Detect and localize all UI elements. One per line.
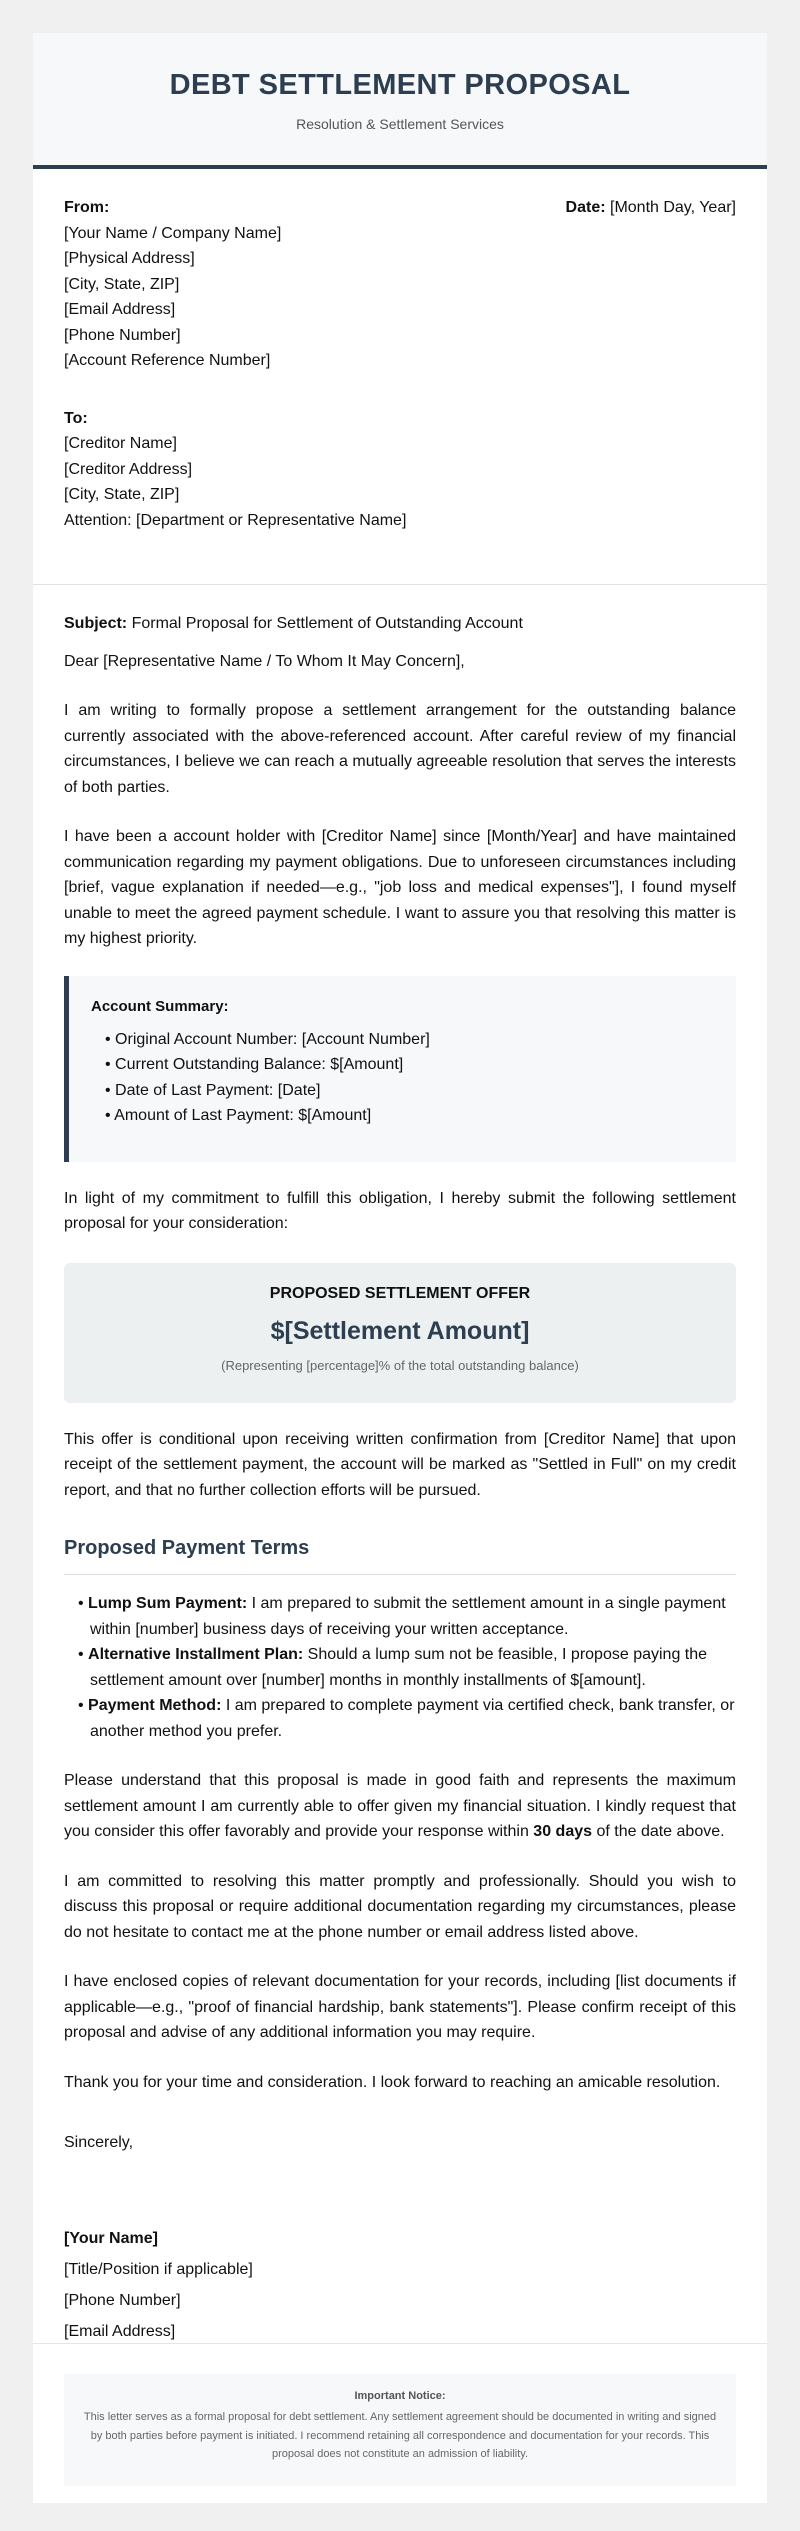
document-subtitle: Resolution & Settlement Services <box>296 116 504 132</box>
account-summary-list <box>91 1027 716 1129</box>
date-value: [Month Day, Year] <box>605 199 736 216</box>
paragraph-conditions: This offer is conditional upon receiving written confirmation from [Creditor Name] that upon receipt of the settlement payment, the account will be marked as "Settled in Full" on my credit report, and that no further collection efforts will be pursued. <box>64 1430 736 1499</box>
subject-text: Formal Proposal for Settlement of Outstanding Account <box>127 615 523 632</box>
account-summary-title: Account Summary: <box>91 997 229 1015</box>
date-label: Date: <box>565 199 606 216</box>
subject-label: Subject: <box>64 615 128 632</box>
recipient-block <box>64 406 736 534</box>
summary-item: • Date of Last Payment: [Date] <box>105 1078 716 1104</box>
creditor-address: [Creditor Address] <box>64 460 193 478</box>
notice-text: This letter serves as a formal proposal for debt settlement. Any settlement agreement should be documented in writing and signed by both parties before payment is initiated. I recommend retaining all correspondence and documentation for your records. This proposal does not constitute an admission of liability. <box>83 2411 717 2460</box>
creditor-attention: Attention: [Department or Representative Name] <box>64 511 407 529</box>
signature-block <box>64 2223 736 2347</box>
sender-block <box>64 195 736 374</box>
term-label: Alternative Installment Plan: <box>88 1646 304 1663</box>
sender-address: [Physical Address] <box>64 250 195 267</box>
summary-item: • Amount of Last Payment: $[Amount] <box>105 1103 716 1129</box>
term-label: Lump Sum Payment: <box>88 1595 248 1612</box>
settlement-offer-box <box>64 1263 736 1403</box>
term-text: Should a lump sum not be feasible, I propose paying the settlement amount over [number] months in monthly installments of $[amount]. <box>90 1646 708 1689</box>
signature-email: [Email Address] <box>64 2323 176 2340</box>
paragraph-good-faith <box>64 1768 736 1845</box>
good-faith-text-end: of the date above. <box>592 1823 725 1840</box>
payment-term-item <box>78 1642 736 1693</box>
letter-header <box>33 33 767 169</box>
account-summary-box <box>64 976 736 1162</box>
closing: Sincerely, <box>64 2134 134 2151</box>
document-title: DEBT SETTLEMENT PROPOSAL <box>169 69 631 101</box>
paragraph-thanks: Thank you for your time and consideration. I look forward to reaching an amicable resolution. <box>64 2073 721 2091</box>
signature-name: [Your Name] <box>64 2230 158 2247</box>
creditor-name: [Creditor Name] <box>64 435 177 452</box>
sender-account-ref: [Account Reference Number] <box>64 352 271 369</box>
good-faith-text: Please understand that this proposal is made in good faith and represents the maximum settlement amount I am currently able to offer given my financial situation. I kindly request that you consider this offer favorably and provide your response within <box>64 1772 736 1840</box>
salutation: Dear [Representative Name / To Whom It May Concern], <box>64 653 465 670</box>
signature-title: [Title/Position if applicable] <box>64 2261 253 2278</box>
paragraph-background: I have been a account holder with [Creditor Name] since [Month/Year] and have maintained communication regarding my payment obligations. Due to unforeseen circumstances including [brief, vague explanation if needed—e.g., "job loss and medical expenses"], I found myself unable to meet the agreed payment schedule. I want to assure you that resolving this matter is my highest priority. <box>64 828 736 947</box>
payment-terms-list <box>64 1591 736 1744</box>
signature-phone: [Phone Number] <box>64 2292 181 2309</box>
sender-city: [City, State, ZIP] <box>64 275 180 293</box>
response-deadline: 30 days <box>533 1823 593 1840</box>
letter-body <box>33 585 767 2347</box>
term-text: I am prepared to submit the settlement amount in a single payment within [number] business days of receiving your written acceptance. <box>90 1595 726 1638</box>
subject-line <box>64 612 736 636</box>
paragraph-commitment: In light of my commitment to fulfill this obligation, I hereby submit the following settlement proposal for your consideration: <box>64 1189 736 1232</box>
notice-title: Important Notice: <box>354 2390 446 2402</box>
paragraph-contact: I am committed to resolving this matter promptly and professionally. Should you wish to discuss this proposal or require additional documentation regarding my circumstances, please do not hesitate to contact me at the phone number or email address listed above. <box>64 1872 736 1941</box>
paragraph-intro: I am writing to formally propose a settlement arrangement for the outstanding balance currently associated with the above-referenced account. After careful review of my financial circumstances, I believe we can reach a mutually agreeable resolution that serves the interests of both parties. <box>64 702 736 796</box>
address-section <box>33 169 767 585</box>
payment-term-item <box>78 1591 736 1642</box>
summary-item: • Original Account Number: [Account Number] <box>105 1027 716 1053</box>
term-label: Payment Method: <box>88 1697 222 1714</box>
offer-amount: $[Settlement Amount] <box>270 1316 530 1345</box>
creditor-city: [City, State, ZIP] <box>64 486 180 503</box>
paragraph-enclosures: I have enclosed copies of relevant documentation for your records, including [list documents if applicable—e.g., "proof of financial hardship, bank statements"]. Please confirm receipt of this proposal and advise of any additional information you may require. <box>64 1973 736 2041</box>
letter-page <box>33 33 767 2503</box>
sender-phone: [Phone Number] <box>64 326 181 344</box>
payment-terms-heading: Proposed Payment Terms <box>64 1537 736 1575</box>
to-label: To: <box>64 409 88 427</box>
date-line <box>566 195 736 221</box>
offer-percentage-note: (Representing [percentage]% of the total outstanding balance) <box>221 1357 579 1373</box>
sender-email: [Email Address] <box>64 301 176 318</box>
offer-title: PROPOSED SETTLEMENT OFFER <box>269 1284 531 1302</box>
payment-term-item <box>78 1693 736 1744</box>
notice-section <box>33 2343 767 2486</box>
sender-name: [Your Name / Company Name] <box>64 224 282 242</box>
term-text: I am prepared to complete payment via certified check, bank transfer, or another method you prefer. <box>90 1697 735 1740</box>
summary-item: • Current Outstanding Balance: $[Amount] <box>105 1052 716 1078</box>
from-label: From: <box>64 199 110 216</box>
important-notice-box <box>64 2374 736 2486</box>
